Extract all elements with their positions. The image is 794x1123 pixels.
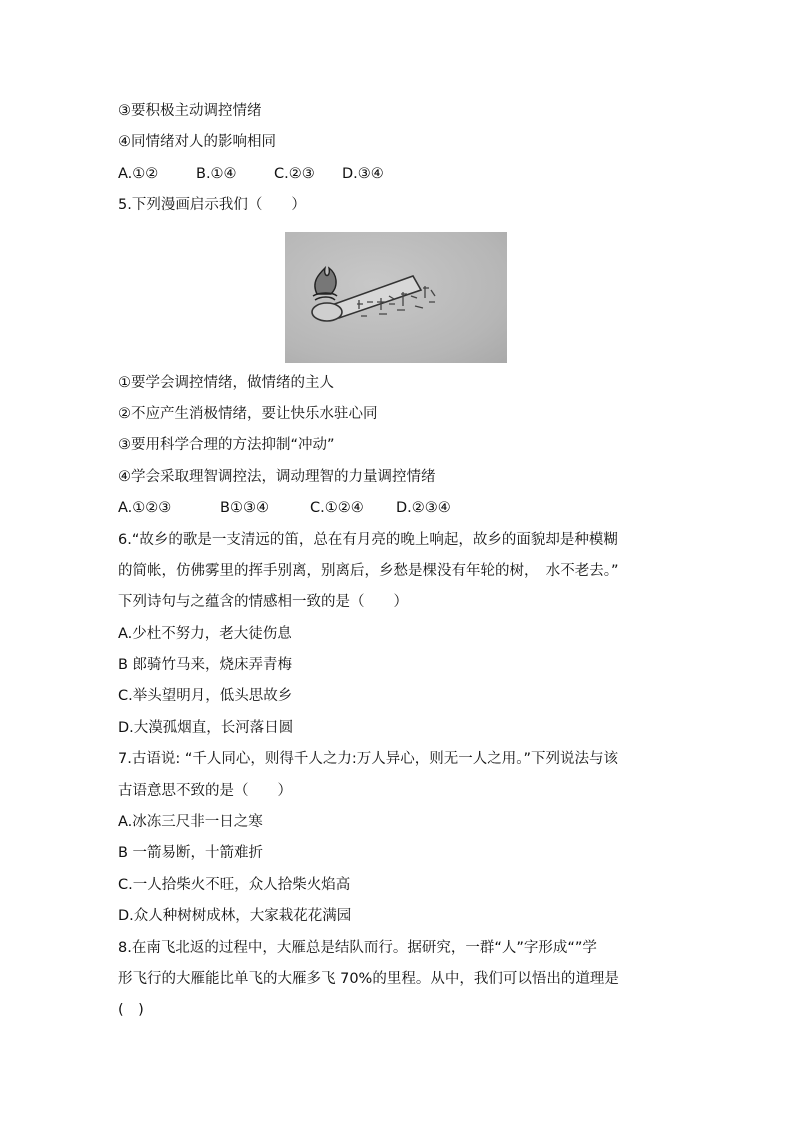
q6-stem-line-3: 下列诗句与之蕴含的情感相一致的是（ ）: [118, 594, 408, 611]
q7-option-d: D.众人种树树成林，大家栽花花满园: [118, 908, 352, 925]
q6-option-c: C.举头望明月，低头思故乡: [118, 688, 293, 705]
q8-stem-line-2: 形飞行的大雁能比单飞的大雁多飞 70%的里程。从中，我们可以悟出的道理是: [118, 970, 619, 987]
q8-stem-line-3: ( ): [118, 1002, 144, 1019]
q4-option-d: D.③④: [342, 165, 384, 182]
q4-item-3: ③要积极主动调控情绪: [118, 103, 262, 119]
q6-option-a: A.少杜不努力，老大徒伤息: [118, 625, 292, 642]
q5-item-4: ④学会采取理智调控法，调动理智的力量调控情绪: [118, 468, 436, 485]
cartoon-drawing: [285, 232, 507, 363]
q5-stem: 5.下列漫画启示我们（ ）: [118, 197, 306, 214]
q6-stem-line-2: 的简帐，仿佛雾里的挥手别离，别离后，乡愁是棵没有年轮的树， 水不老去。”: [118, 562, 619, 579]
q7-stem-line-2: 古语意思不致的是（ ）: [118, 782, 292, 799]
q6-stem-line-1: 6.“故乡的歌是一支清远的笛，总在有月亮的晚上响起，故乡的面貌却是种模糊: [118, 531, 618, 548]
q8-stem-line-1: 8.在南飞北返的过程中，大雁总是结队而行。据研究，一群“人”字形成“”学: [118, 939, 597, 956]
q7-option-c: C.一人拾柴火不旺，众人拾柴火焰高: [118, 876, 351, 893]
q7-option-b: B 一箭易断，十箭难折: [118, 845, 264, 862]
q5-option-d: D.②③④: [396, 500, 451, 517]
q4-options: [118, 159, 688, 190]
q5-option-b: B①③④: [220, 500, 269, 517]
q5-option-a: A.①②③: [118, 500, 172, 517]
q4-option-b: B.①④: [196, 165, 237, 182]
q4-option-a: A.①②: [118, 165, 159, 182]
cartoon-image: [285, 232, 507, 363]
q4-item-4: ④同情绪对人的影响相同: [118, 134, 276, 151]
exam-page: [118, 96, 688, 1027]
q6-option-b: B 郎骑竹马来，烧床弄青梅: [118, 657, 293, 674]
q5-options: [118, 493, 688, 524]
q4-option-c: C.②③: [274, 165, 315, 182]
q5-item-2: ②不应产生消极情绪，要让快乐水驻心同: [118, 405, 378, 422]
q5-item-3: ③要用科学合理的方法抑制“冲动”: [118, 437, 335, 454]
cartoon-area: [118, 222, 688, 368]
q7-stem-line-1: 7.古语说: “千人同心，则得千人之力:万人异心，则无一人之用。”下列说法与该: [118, 751, 618, 768]
q6-option-d: D.大漠孤烟直，长河落日圆: [118, 719, 294, 736]
q5-item-1: ①要学会调控情绪，做情绪的主人: [118, 374, 334, 391]
q7-option-a: A.冰冻三尺非一日之寒: [118, 814, 263, 831]
q5-option-c: C.①②④: [310, 500, 364, 517]
